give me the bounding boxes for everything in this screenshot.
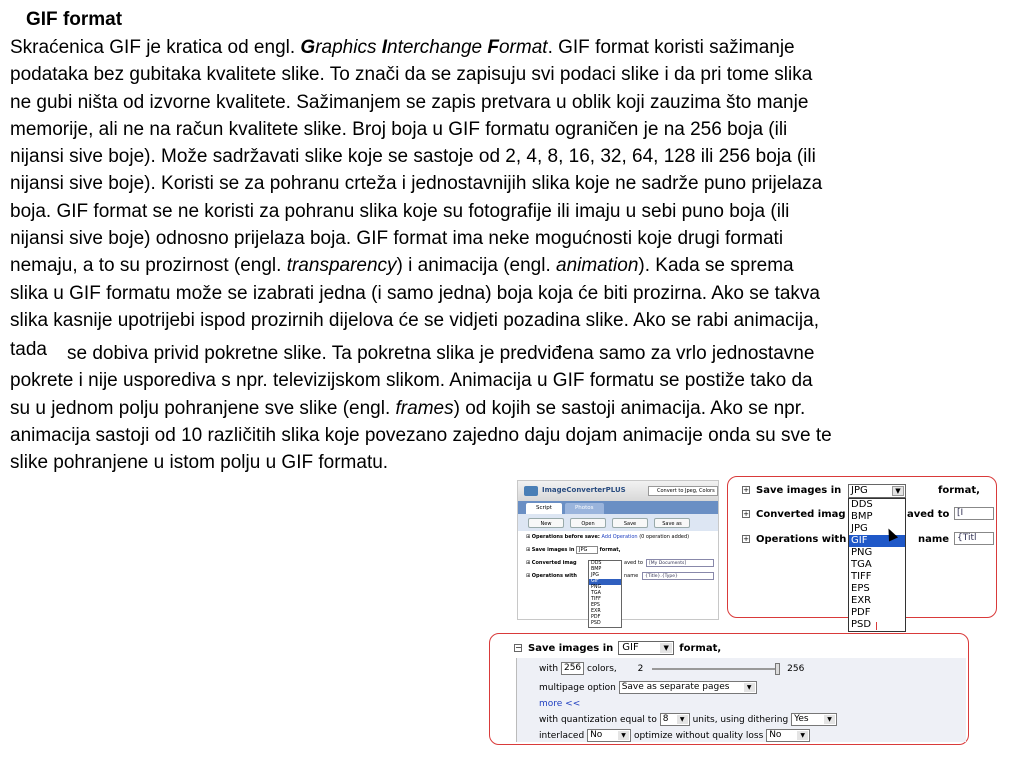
text-line: ne gubi ništa od izvorne kvalitete. Sažimanjem se zapis pretvara u oblik koji zauzima što manje bbox=[10, 91, 809, 113]
format-option[interactable]: DDS bbox=[851, 499, 873, 510]
save-images-row: ⊞ Save images in JPG format, bbox=[526, 546, 621, 553]
screenshot-app bbox=[517, 480, 719, 626]
text-line: Skraćenica GIF je kratica od engl. Graphics Interchange Format. GIF format koristi sažimanje bbox=[10, 37, 795, 58]
tab-bar bbox=[518, 501, 718, 514]
text-line: slike pohranjene u istom polju u GIF formatu. bbox=[10, 452, 389, 474]
dropdown-arrow-icon[interactable]: ▼ bbox=[744, 683, 755, 692]
format-select[interactable]: GIF ▼ bbox=[618, 641, 674, 655]
name-input[interactable]: {Titl bbox=[954, 532, 994, 545]
format-option[interactable]: PSD bbox=[851, 619, 872, 630]
text-line: podataka bez gubitaka kvalitete slike. To znači da se zapisuju svi podaci slike i da pri tome slika bbox=[10, 64, 813, 86]
converted-row: + Converted imag aved to bbox=[743, 509, 950, 520]
text-line: slika kasnije upotrijebi ispod prozirnih dijelova će se vidjeti pozadina slike. Ako se rabi animacija, bbox=[10, 309, 819, 331]
save-button[interactable]: Save bbox=[612, 518, 648, 528]
format-option[interactable]: JPG bbox=[851, 523, 868, 534]
name-input[interactable]: {Title}.{Type} bbox=[642, 572, 714, 580]
dropdown-arrow-icon[interactable]: ▼ bbox=[892, 486, 904, 496]
open-button[interactable]: Open bbox=[570, 518, 606, 528]
quantization-row: with quantization equal to 8 ▼ units, using dithering Yes ▼ bbox=[539, 713, 837, 726]
tab-script[interactable]: Script bbox=[526, 503, 562, 514]
new-button[interactable]: New bbox=[528, 518, 564, 528]
screenshot-gif-options bbox=[489, 633, 969, 745]
text-line: pokrete i nije usporediva s npr. televizijskom slikom. Animacija u GIF formatu se postiže tako da bbox=[10, 370, 813, 392]
converted-row: ⊞ Converted imag aved to [My Documents] bbox=[518, 557, 718, 570]
tada-word: tada bbox=[10, 339, 47, 360]
text-line: su u jednom polju pohranjene sve slike (engl. frames) od kojih se sastoji animacija. Ako se npr. bbox=[10, 397, 806, 419]
toolbar bbox=[518, 514, 718, 531]
text-line: nijansi sive boje). Koristi se za pohranu crteža i jednostavnijih slika koje ne sadrže puno prijelaza bbox=[10, 173, 823, 195]
screenshot-dropdown bbox=[727, 476, 997, 630]
multipage-row: multipage option Save as separate pages ▼ bbox=[539, 681, 757, 694]
text-line: nijansi sive boje). Može sadržavati slike koje se sastoje od 2, 4, 8, 16, 32, 64, 128 ili 256 boja (ili bbox=[10, 146, 816, 168]
format-option[interactable]: BMP bbox=[591, 567, 602, 572]
app-logo-icon bbox=[524, 486, 538, 496]
dropdown-arrow-icon[interactable]: ▼ bbox=[797, 731, 808, 740]
text-line: nijansi sive boje) odnosno prijelaza boja. GIF format ima neke mogućnosti koje drugi formati bbox=[10, 228, 784, 250]
format-option[interactable]: DDS bbox=[591, 561, 602, 566]
convert-select[interactable]: Convert to Jpeg, Colors bbox=[648, 486, 718, 496]
format-option[interactable]: TIFF bbox=[851, 571, 872, 582]
operations-row: ⊞ Operations with name {Title}.{Type} bbox=[518, 570, 718, 583]
dithering-select[interactable]: Yes ▼ bbox=[791, 713, 837, 726]
app-title: ImageConverterPLUS bbox=[542, 486, 626, 494]
format-option[interactable]: EPS bbox=[591, 603, 600, 608]
format-select[interactable]: JPG bbox=[576, 546, 598, 554]
format-dropdown-list bbox=[588, 560, 622, 628]
text-line: memorije, ali ne na račun kvalitete slike. Broj boja u GIF formatu ograničen je na 256 boja (ili bbox=[10, 118, 788, 140]
divider-mark bbox=[876, 622, 877, 630]
format-option[interactable]: EPS bbox=[851, 583, 870, 594]
dropdown-arrow-icon[interactable]: ▼ bbox=[677, 715, 688, 724]
app-titlebar bbox=[518, 481, 718, 501]
format-option[interactable]: JPG bbox=[591, 573, 600, 578]
add-operation-link[interactable]: Add Operation bbox=[601, 534, 638, 540]
colors-row: with 256 colors, 2 256 bbox=[539, 663, 805, 674]
interlaced-select[interactable]: No ▼ bbox=[587, 729, 631, 742]
expand-icon[interactable]: + bbox=[743, 535, 749, 543]
format-option[interactable]: TIFF bbox=[591, 597, 601, 602]
dropdown-arrow-icon[interactable]: ▼ bbox=[660, 643, 672, 653]
format-option[interactable]: GIF bbox=[849, 535, 905, 547]
operations-row: + Operations with name bbox=[743, 534, 950, 545]
format-option[interactable]: TGA bbox=[591, 591, 601, 596]
gif-options-panel bbox=[516, 658, 966, 742]
colors-input[interactable]: 256 bbox=[561, 662, 584, 675]
expand-icon[interactable]: + bbox=[743, 510, 749, 518]
text-line: se dobiva privid pokretne slike. Ta pokretna slika je predviđena samo za vrlo jednostavne bbox=[67, 343, 815, 364]
save-images-row: − Save images in GIF ▼ format, bbox=[515, 642, 722, 654]
colors-slider[interactable] bbox=[652, 668, 778, 670]
more-link[interactable]: more << bbox=[539, 699, 581, 709]
tab-photos[interactable]: Photos bbox=[565, 503, 604, 514]
ops-before-row: ⊞ Operations before save: Add Operation (0 operation added) bbox=[526, 534, 690, 540]
format-dropdown-list bbox=[848, 498, 906, 632]
format-option[interactable]: EXR bbox=[851, 595, 872, 606]
text-line: slika u GIF formatu može se izabrati jedna (i samo jedna) boja koja će biti prozirna. Ako se takva bbox=[10, 282, 820, 304]
saved-to-input[interactable]: [I bbox=[954, 507, 994, 520]
slider-thumb[interactable] bbox=[775, 663, 780, 675]
dropdown-arrow-icon[interactable]: ▼ bbox=[618, 731, 629, 740]
save-as-button[interactable]: Save as bbox=[654, 518, 690, 528]
format-select[interactable]: JPG ▼ bbox=[848, 484, 906, 498]
paragraph-1 bbox=[10, 34, 822, 334]
format-option[interactable]: BMP bbox=[851, 511, 873, 522]
expand-icon[interactable]: + bbox=[743, 486, 749, 494]
format-option[interactable]: PDF bbox=[591, 615, 601, 620]
multipage-select[interactable]: Save as separate pages ▼ bbox=[619, 681, 757, 694]
text-line: boja. GIF format se ne koristi za pohranu slika koje su fotografije ili imaju u sebi puno boja (ili bbox=[10, 200, 790, 222]
saved-to-input[interactable]: [My Documents] bbox=[646, 559, 714, 567]
format-option[interactable]: PNG bbox=[851, 547, 873, 558]
text-line: nemaju, a to su prozirnost (engl. transparency) i animacija (engl. animation). Kada se sprema bbox=[10, 255, 794, 277]
format-option[interactable]: TGA bbox=[851, 559, 872, 570]
save-images-row: + Save images in format, bbox=[743, 485, 980, 496]
interlaced-row: interlaced No ▼ optimize without quality loss No ▼ bbox=[539, 729, 810, 742]
format-option[interactable]: PSD bbox=[591, 621, 601, 626]
paragraph-2 bbox=[10, 340, 832, 476]
format-option[interactable]: EXR bbox=[591, 609, 601, 614]
format-option[interactable]: PDF bbox=[851, 607, 871, 618]
format-option[interactable]: PNG bbox=[591, 585, 602, 590]
format-option[interactable]: GIF bbox=[589, 579, 621, 585]
heading: GIF format bbox=[26, 9, 123, 30]
collapse-icon[interactable]: − bbox=[515, 643, 522, 652]
quantization-select[interactable]: 8 ▼ bbox=[660, 713, 690, 726]
optimize-select[interactable]: No ▼ bbox=[766, 729, 810, 742]
text-line: animacija sastoji od 10 različitih slika koje povezano zajedno daju dojam animacije onda su sve te bbox=[10, 424, 832, 446]
dropdown-arrow-icon[interactable]: ▼ bbox=[824, 715, 835, 724]
